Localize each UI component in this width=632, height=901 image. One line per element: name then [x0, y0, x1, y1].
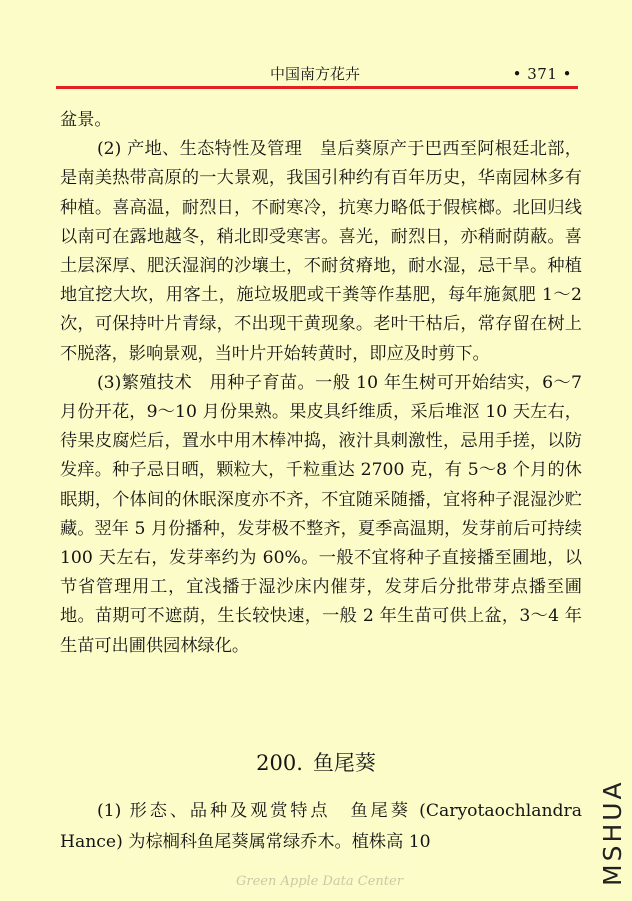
main-text — [60, 106, 582, 661]
bottom-watermark: Green Apple Data Center — [236, 874, 403, 889]
paragraph-morphology: (1) 形态、品种及观赏特点 鱼尾葵 (Caryotaochlandra Hance) 为棕榈科鱼尾葵属常绿乔木。植株高 10 — [60, 801, 582, 852]
section-title: 鱼尾葵 — [312, 751, 376, 775]
running-header — [56, 64, 578, 84]
section-text — [60, 796, 582, 858]
paragraph-continuation: 盆景。 — [60, 110, 112, 130]
section-heading — [0, 748, 632, 778]
paragraph-propagation: (3)繁殖技术 用种子育苗。一般 10 年生树可开始结实，6～7 月份开花，9～10 月份果熟。果皮具纤维质，采后堆沤 10 天左右，待果皮腐烂后，置水中用木棒冲捣，液汁具刺激性，忌用手搓，以防发痒。种子忌日晒，颗粒大，千粒重达 2700 克，有 5～8 个月的休眠期，个体间的休眠深度亦不齐，不宜随采随播，宜将种子混湿沙贮藏。翌年 5 月份播种，发芽极不整齐，夏季高温期，发芽前后可持续 100 天左右，发芽率约为 60%。一般不宜将种子直接播至圃地，以节省管理用工，宜浅播于湿沙床内催芽，发芽后分批带芽点播至圃地。苗期可不遮荫，生长较快速，一般 2 年生苗可供上盆，3～4 年生苗可出圃供园林绿化。 — [60, 372, 582, 656]
paragraph-origin-ecology: (2) 产地、生态特性及管理 皇后葵原产于巴西至阿根廷北部，是南美热带高原的一大景观，我国引种约有百年历史，华南园林多有种植。喜高温，耐烈日，不耐寒冷，抗寒力略低于假槟榔。北回归线以南可在露地越冬，稍北即受寒害。喜光，耐烈日，亦稍耐荫蔽。喜土层深厚、肥沃湿润的沙壤土，不耐贫瘠地，耐水湿，忌干旱。种植地宜挖大坎，用客土，施垃圾肥或干粪等作基肥，每年施氮肥 1～2 次，可保持叶片青绿，不出现干黄现象。老叶干枯后，常存留在树上不脱落，影响景观，当叶片开始转黄时，即应及时剪下。 — [60, 139, 582, 364]
section-number: 200. — [256, 751, 303, 775]
header-page-number: • 371 • — [512, 65, 572, 83]
side-watermark: MSHUA — [598, 779, 627, 886]
header-book-title: 中国南方花卉 — [270, 65, 361, 83]
header-rule — [56, 86, 578, 89]
